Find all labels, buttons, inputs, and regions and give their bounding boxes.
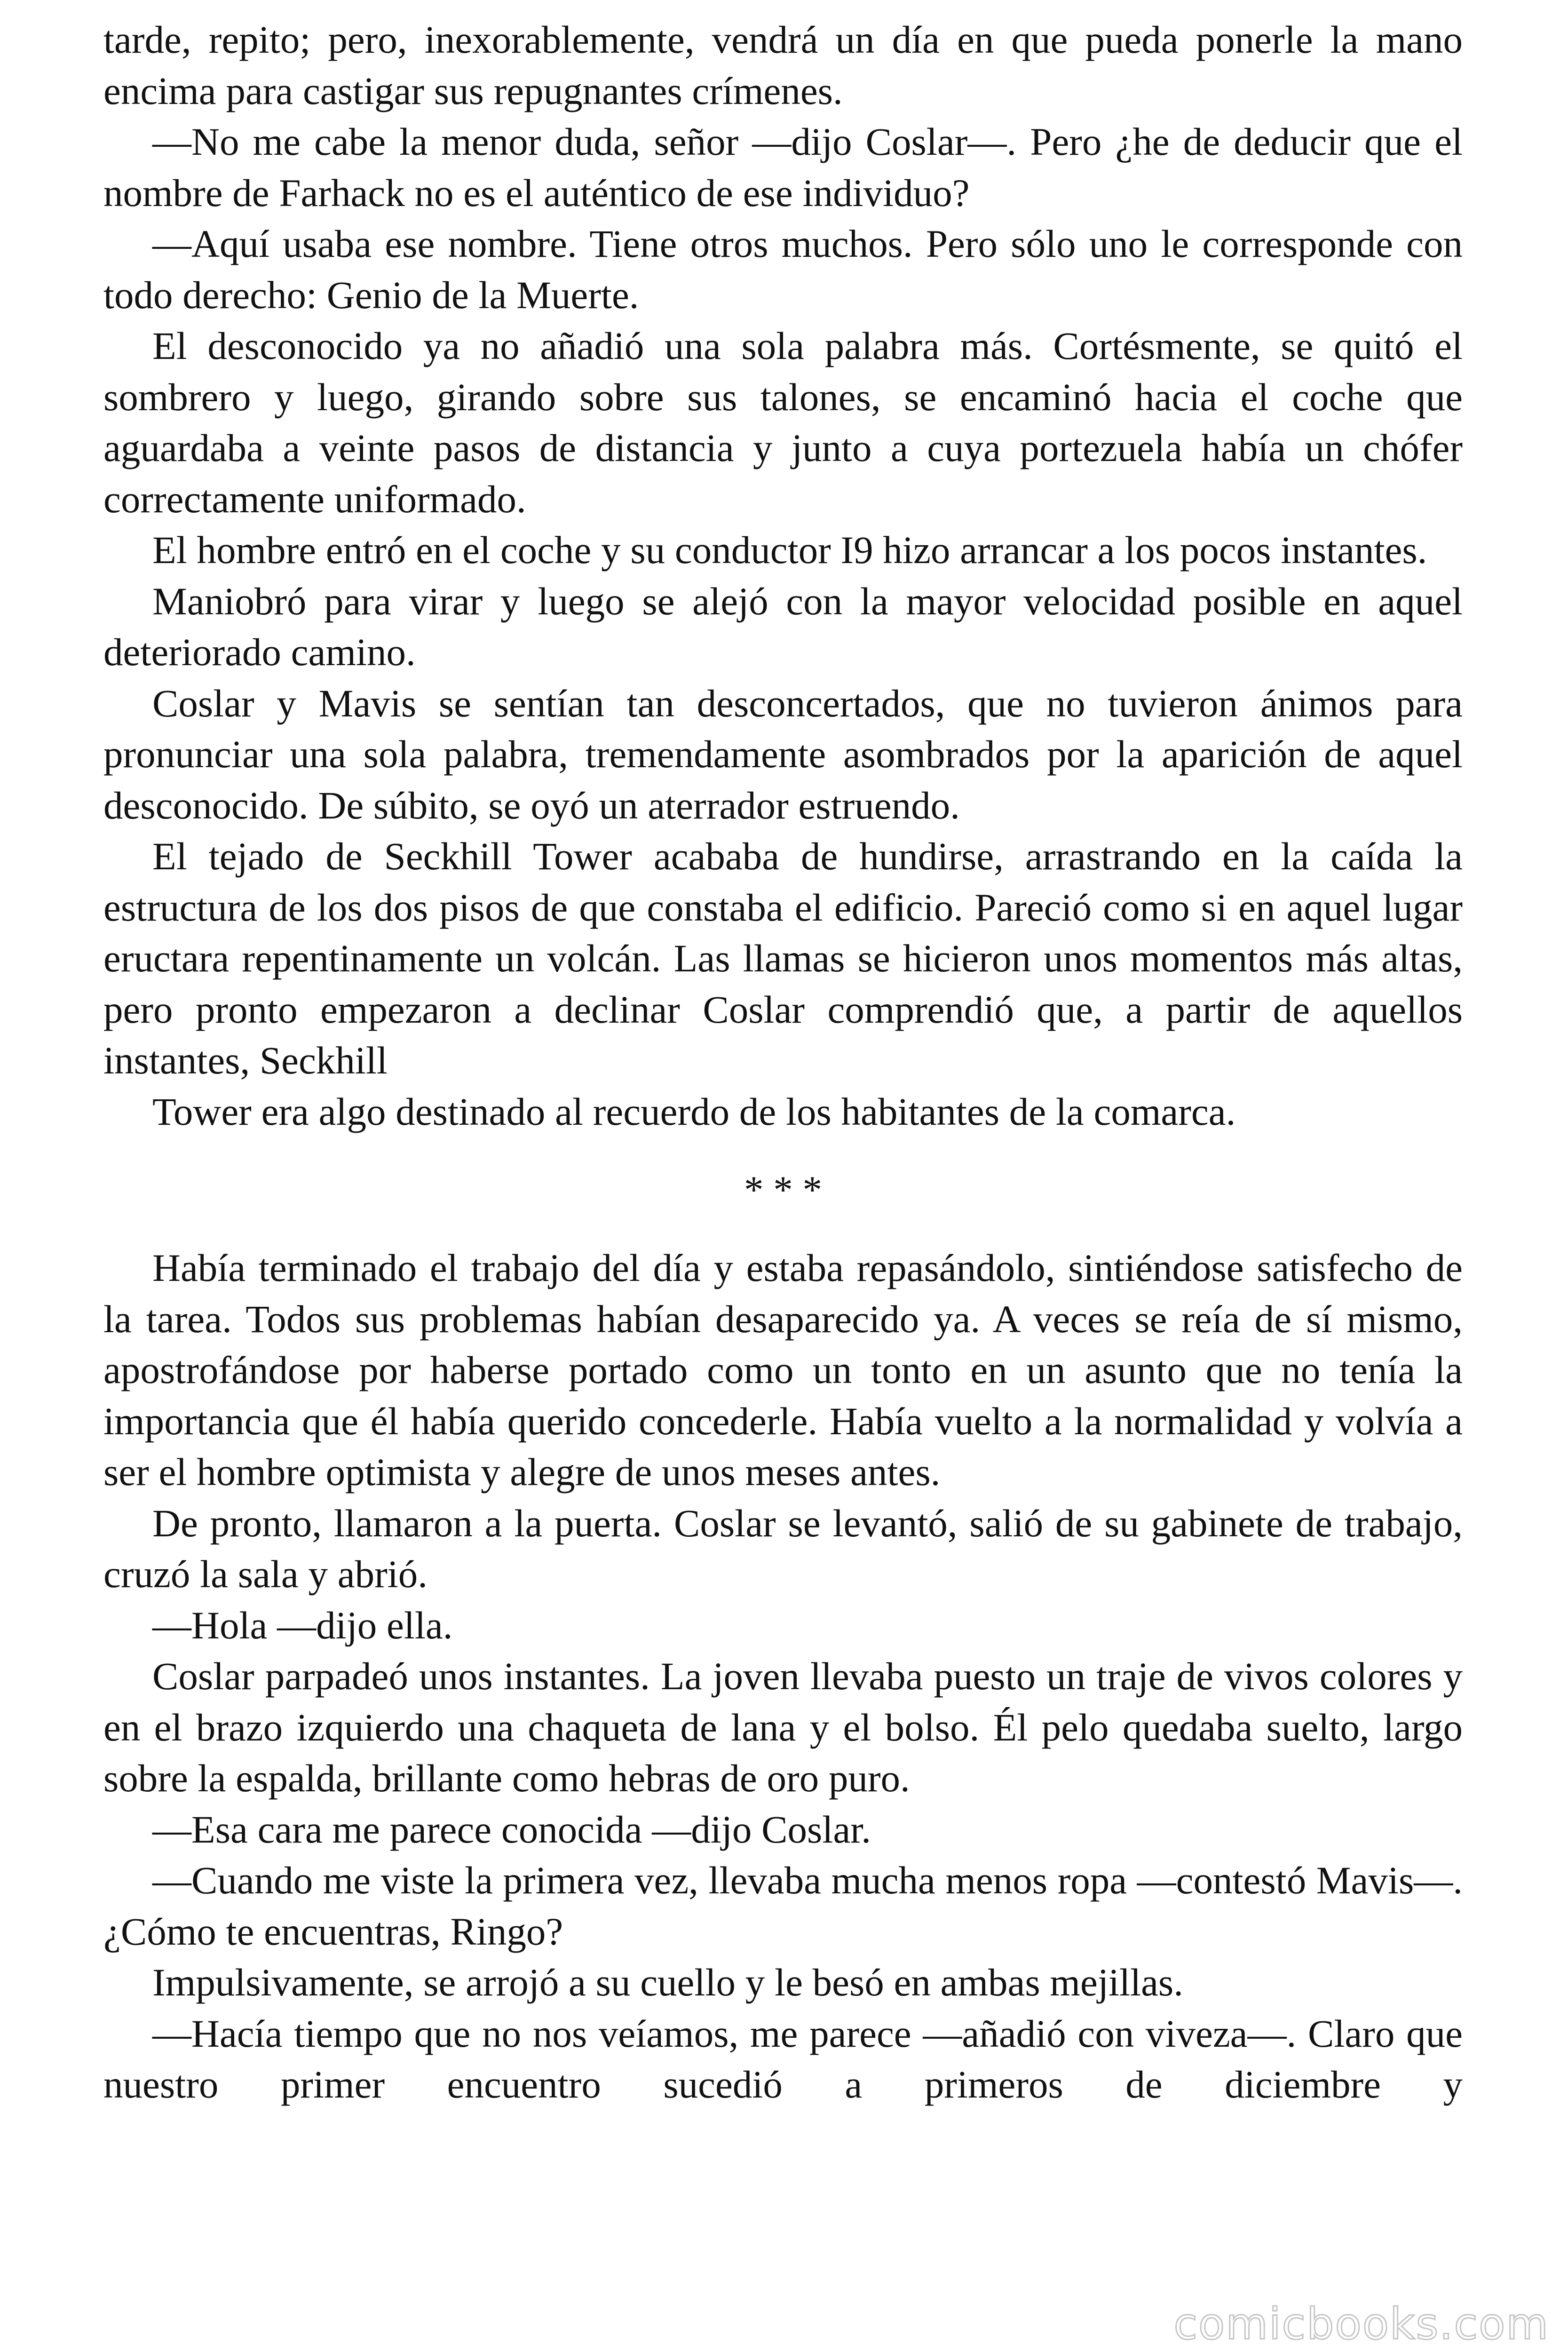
paragraph: —Aquí usaba ese nombre. Tiene otros muchos. Pero sólo uno le corresponde con todo derecho: Genio de la Muerte. <box>103 222 1463 317</box>
watermark: comicbooks.com <box>1173 2299 1549 2349</box>
paragraph: Había terminado el trabajo del día y estaba repasándolo, sintiéndose satisfecho de la tarea. Todos sus problemas habían desaparecido ya. A veces se reía de sí mismo, apostrofándose por haberse portado como un tonto en un asunto que no tenía la importancia que él había querido concederle. Había vuelto a la normalidad y volvía a ser el hombre optimista y alegre de unos meses antes. <box>103 1246 1463 1494</box>
paragraph: —Hola —dijo ella. <box>152 1603 453 1647</box>
paragraph: —Hacía tiempo que no nos veíamos, me parece —añadió con viveza—. Claro que nuestro primer encuentro sucedió a primeros de diciembre y <box>103 2011 1463 2106</box>
paragraph: El hombre entró en el coche y su conductor I9 hizo arrancar a los pocos instantes. <box>152 528 1427 572</box>
paragraph: tarde, repito; pero, inexorablemente, vendrá un día en que pueda ponerle la mano encima para castigar sus repugnantes crímenes. <box>103 18 1463 112</box>
paragraph: El tejado de Seckhill Tower acababa de hundirse, arrastrando en la caída la estructura de los dos pisos de que constaba el edificio. Pareció como si en aquel lugar eructara repentinamente un volcán. Las llamas se hicieron unos momentos más altas, pero pronto empezaron a declinar Coslar comprendió que, a partir de aquellos instantes, Seckhill <box>103 834 1463 1082</box>
page-content <box>103 14 1463 2110</box>
paragraph: Impulsivamente, se arrojó a su cuello y le besó en ambas mejillas. <box>152 1961 1183 2004</box>
paragraph: —Cuando me viste la primera vez, llevaba mucha menos ropa —contestó Mavis—. ¿Cómo te encuentras, Ringo? <box>103 1859 1463 1953</box>
paragraph: El desconocido ya no añadió una sola palabra más. Cortésmente, se quitó el sombrero y luego, girando sobre sus talones, se encaminó hacia el coche que aguardaba a veinte pasos de distancia y junto a cuya portezuela había un chófer correctamente uniformado. <box>103 324 1463 521</box>
paragraph: De pronto, llamaron a la puerta. Coslar se levantó, salió de su gabinete de trabajo, cruzó la sala y abrió. <box>103 1501 1463 1596</box>
paragraph: —Esa cara me parece conocida —dijo Coslar. <box>152 1807 871 1851</box>
paragraph: Maniobró para virar y luego se alejó con la mayor velocidad posible en aquel deteriorado camino. <box>103 579 1463 674</box>
paragraph: Tower era algo destinado al recuerdo de los habitantes de la comarca. <box>152 1089 1236 1133</box>
paragraph: Coslar y Mavis se sentían tan desconcertados, que no tuvieron ánimos para pronunciar una sola palabra, tremendamente asombrados por la aparición de aquel desconocido. De súbito, se oyó un aterrador estruendo. <box>103 681 1463 827</box>
paragraph: Coslar parpadeó unos instantes. La joven llevaba puesto un traje de vivos colores y en el brazo izquierdo una chaqueta de lana y el bolso. Él pelo quedaba suelto, largo sobre la espalda, brillante como hebras de oro puro. <box>103 1654 1463 1800</box>
scene-break: * * * <box>744 1168 822 1211</box>
paragraph: —No me cabe la menor duda, señor —dijo Coslar—. Pero ¿he de deducir que el nombre de Farhack no es el auténtico de ese individuo? <box>103 120 1463 215</box>
